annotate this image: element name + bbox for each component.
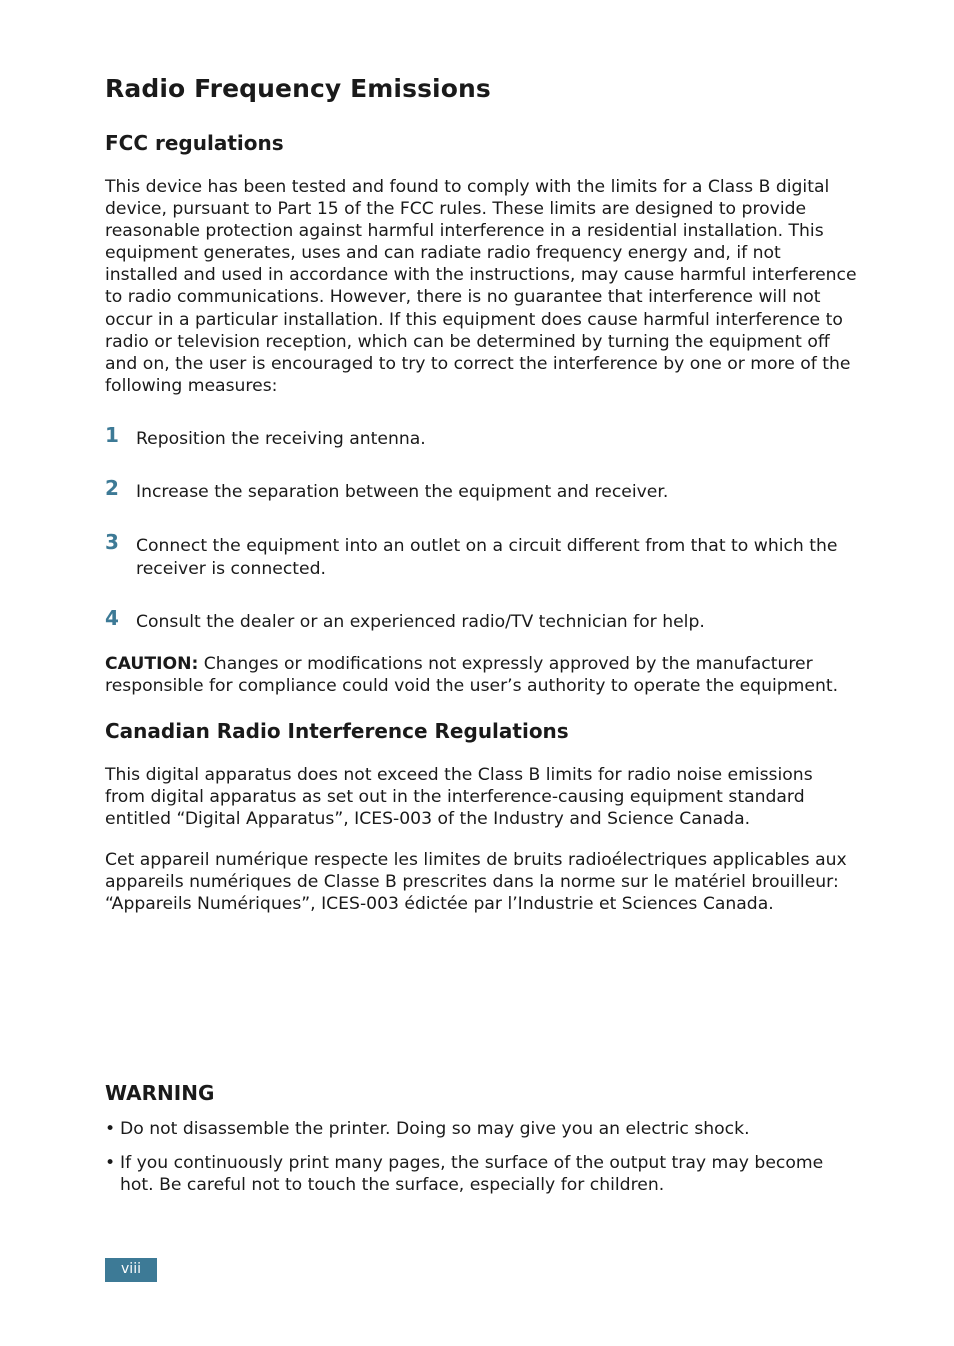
warning-item-text: Do not disassemble the printer. Doing so may give you an electric shock. <box>120 1119 750 1139</box>
caution-paragraph <box>105 653 857 697</box>
bullet-icon: • <box>105 1119 116 1139</box>
canadian-english-paragraph: This digital apparatus does not exceed the Class B limits for radio noise emissions from digital apparatus as set out in the interference-causing equipment standard entitled “Digital Apparatus”, ICES-003 of the Industry and Science Canada. <box>105 765 813 830</box>
page-title: Radio Frequency Emissions <box>105 74 491 103</box>
page-number: viii <box>105 1258 157 1282</box>
fcc-heading: FCC regulations <box>105 131 284 155</box>
warning-item <box>105 1152 857 1196</box>
warning-heading: WARNING <box>105 1081 215 1105</box>
step-number: 4 <box>105 606 119 630</box>
caution-text: Changes or modifications not expressly approved by the manufacturer responsible for compliance could void the user’s authority to operate the equipment. <box>105 654 839 697</box>
warning-item-text: If you continuously print many pages, the surface of the output tray may become hot. Be careful not to touch the surface, especially for children. <box>120 1153 824 1195</box>
step-number: 1 <box>105 423 119 447</box>
step-number: 2 <box>105 476 119 500</box>
step-number: 3 <box>105 530 119 554</box>
fcc-paragraph: This device has been tested and found to comply with the limits for a Class B digital device, pursuant to Part 15 of the FCC rules. These limits are designed to provide reasonable protection against harmful interference in a residential installation. This equipment generates, uses and can radiate radio frequency energy and, if not installed and used in accordance with the instructions, may cause harmful interference to radio communications. However, there is no guarantee that interference will not occur in a particular installation. If this equipment does cause harmful interference to radio or television reception, which can be determined by turning the equipment off and on, the user is encouraged to try to correct the interference by one or more of the following measures: <box>105 177 857 396</box>
warning-item <box>105 1118 857 1140</box>
step-text: Reposition the receiving antenna. <box>136 429 426 449</box>
step-text: Consult the dealer or an experienced radio/TV technician for help. <box>136 612 705 632</box>
canadian-heading: Canadian Radio Interference Regulations <box>105 719 569 743</box>
caution-label: CAUTION: <box>105 654 199 674</box>
step-text: Connect the equipment into an outlet on a circuit different from that to which the receiver is connected. <box>136 536 838 579</box>
bullet-icon: • <box>105 1153 116 1173</box>
canadian-french-paragraph: Cet appareil numérique respecte les limites de bruits radioélectriques applicables aux appareils numériques de Classe B prescrites dans la norme sur le matériel brouilleur: “Appareils Numériques”, ICES-003 édictée par l’Industrie et Sciences Canada. <box>105 850 847 915</box>
step-text: Increase the separation between the equipment and receiver. <box>136 482 669 502</box>
